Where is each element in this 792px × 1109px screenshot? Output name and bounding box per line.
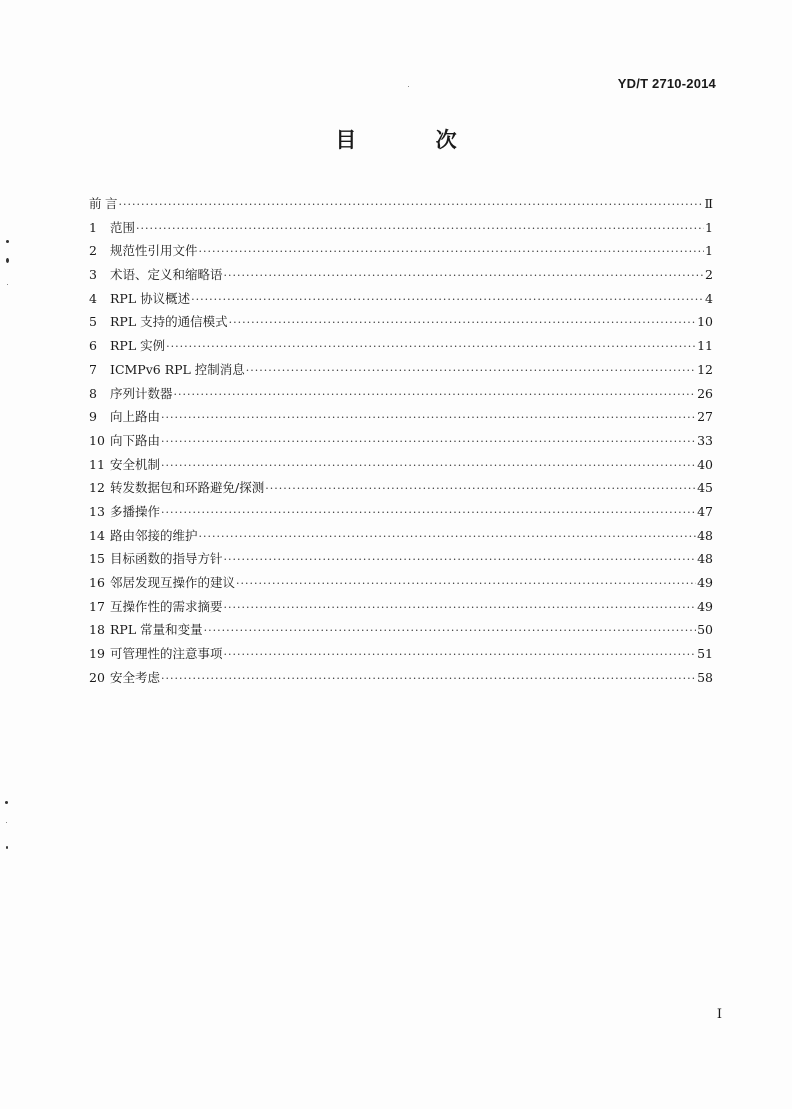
toc-entry-page: 26 [697,385,713,401]
toc-leader-dots [161,435,696,449]
toc-entry[interactable] [89,647,713,671]
toc-entry-page: 45 [697,480,713,496]
toc-entry[interactable] [89,410,713,434]
toc-entry-page: 48 [697,551,713,567]
toc-entry[interactable] [89,552,713,576]
toc-entry-label: 互操作性的需求摘要 [110,598,223,614]
toc-entry[interactable] [89,244,713,268]
standard-code: YD/T 2710-2014 [617,76,716,91]
toc-leader-dots [119,198,704,212]
toc-entry-page: 1 [705,243,713,259]
toc-entry-number: 2 [89,243,97,259]
toc-entry-number: 8 [89,385,97,401]
toc-title: 目 次 [335,128,493,152]
toc-entry[interactable] [89,363,713,387]
toc-leader-dots [166,340,696,354]
toc-entry-number: 3 [89,267,97,283]
toc-entry-label: RPL 协议概述 [110,290,191,306]
toc-entry-number: 前 [89,196,102,211]
toc-leader-dots [246,364,696,378]
scan-mark [7,284,8,285]
toc-entry-page: 49 [697,575,713,590]
toc-leader-dots [199,245,705,259]
toc-entry-label: 邻居发现互操作的建议 [110,575,236,590]
toc-leader-dots [204,624,696,638]
toc-entry-page: 12 [697,361,713,377]
toc-entry-label: 路由邻接的维护 [110,527,198,543]
toc-entry-label: 规范性引用文件 [110,243,198,259]
toc-entry-page: 27 [697,409,713,425]
toc-entry-page: 11 [697,338,713,354]
toc-entry-number: 5 [89,314,97,330]
page-number: I [716,1007,722,1022]
toc-entry-label: 向下路由 [110,432,161,448]
toc-entry[interactable] [89,292,713,316]
toc-entry-number: 14 [89,527,105,543]
scan-mark [6,846,8,849]
toc-entry-page: 10 [697,314,713,330]
toc-entry-number: 12 [89,480,105,496]
toc-leader-dots [161,459,696,473]
toc-entry[interactable] [89,221,713,245]
toc-entry[interactable] [89,315,713,339]
toc-entry[interactable] [89,600,713,624]
toc-entry-page: 33 [697,432,713,448]
toc-entry-label: 目标函数的指导方针 [110,551,223,567]
toc-entry-number: 17 [89,598,105,614]
toc-entry-foreword[interactable] [89,197,713,221]
toc-leader-dots [236,577,696,591]
toc-leader-dots [224,269,705,283]
toc-entry-page: 47 [697,503,713,519]
toc-entry-label: 序列计数器 [110,385,173,401]
toc-entry[interactable] [89,671,713,695]
toc-entry-number: 10 [89,432,105,448]
scan-mark [6,258,9,263]
toc-entry[interactable] [89,387,713,411]
toc-entry-label: 可管理性的注意事项 [110,646,223,662]
scan-mark [408,86,409,87]
toc-entry-number: 6 [89,338,97,354]
toc-leader-dots [224,648,697,662]
toc-entry[interactable] [89,268,713,292]
toc-entry-number: 9 [89,409,97,425]
toc-entry-page: 2 [705,267,713,283]
toc-leader-dots [136,222,704,236]
toc-leader-dots [224,601,697,615]
toc-entry[interactable] [89,481,713,505]
toc-entry[interactable] [89,529,713,553]
toc-entry-number: 15 [89,551,105,567]
toc-leader-dots [224,553,697,567]
toc-entry-label: RPL 常量和变量 [110,622,203,638]
toc-entry[interactable] [89,576,713,600]
toc-entry-label: 向上路由 [110,409,161,425]
toc-entry-label: 术语、定义和缩略语 [110,267,223,283]
scan-mark [5,801,8,804]
toc-leader-dots [199,530,697,544]
toc-entry-label: RPL 支持的通信模式 [110,314,228,330]
toc-entry-label: 多播操作 [110,503,161,519]
toc-entry-label: RPL 实例 [110,338,166,354]
toc-entry-page: 1 [705,219,713,235]
toc-entry-label: 安全考虑 [110,669,161,685]
toc-entry-number: 7 [89,361,97,377]
toc-leader-dots [174,388,697,402]
toc-entry-label: ICMPv6 RPL 控制消息 [110,361,245,377]
toc-leader-dots [265,482,696,496]
scan-mark [6,822,7,823]
toc-entry-number: 13 [89,503,105,519]
toc-entry-number: 16 [89,575,105,590]
toc-entry-page: 48 [697,527,713,543]
scan-mark [6,240,9,243]
toc-entry-page: 4 [705,290,713,306]
toc-entry-label: 言 [105,196,118,211]
toc-entry-number: 1 [89,219,97,235]
toc-entry-number: 11 [89,456,105,472]
toc-entry-page: 50 [697,622,713,638]
toc-leader-dots [161,411,696,425]
toc-leader-dots [161,506,696,520]
toc-entry-page: 51 [697,646,713,662]
toc-entry-page: 58 [697,669,713,685]
toc-entry-label: 范围 [110,219,136,235]
table-of-contents [89,197,713,694]
toc-entry-number: 20 [89,669,105,685]
toc-entry[interactable] [89,434,713,458]
toc-entry-page: Ⅱ [704,196,713,211]
toc-entry-number: 19 [89,646,105,662]
toc-entry-label: 安全机制 [110,456,161,472]
toc-leader-dots [229,316,696,330]
toc-entry-label: 转发数据包和环路避免/探测 [110,480,265,496]
toc-entry-page: 49 [697,598,713,614]
toc-entry[interactable] [89,458,713,482]
toc-entry[interactable] [89,623,713,647]
toc-entry-number: 18 [89,622,105,638]
toc-entry[interactable] [89,339,713,363]
toc-entry-number: 4 [89,290,97,306]
toc-entry[interactable] [89,505,713,529]
toc-entry-page: 40 [697,456,713,472]
toc-leader-dots [191,293,704,307]
toc-leader-dots [161,672,696,686]
